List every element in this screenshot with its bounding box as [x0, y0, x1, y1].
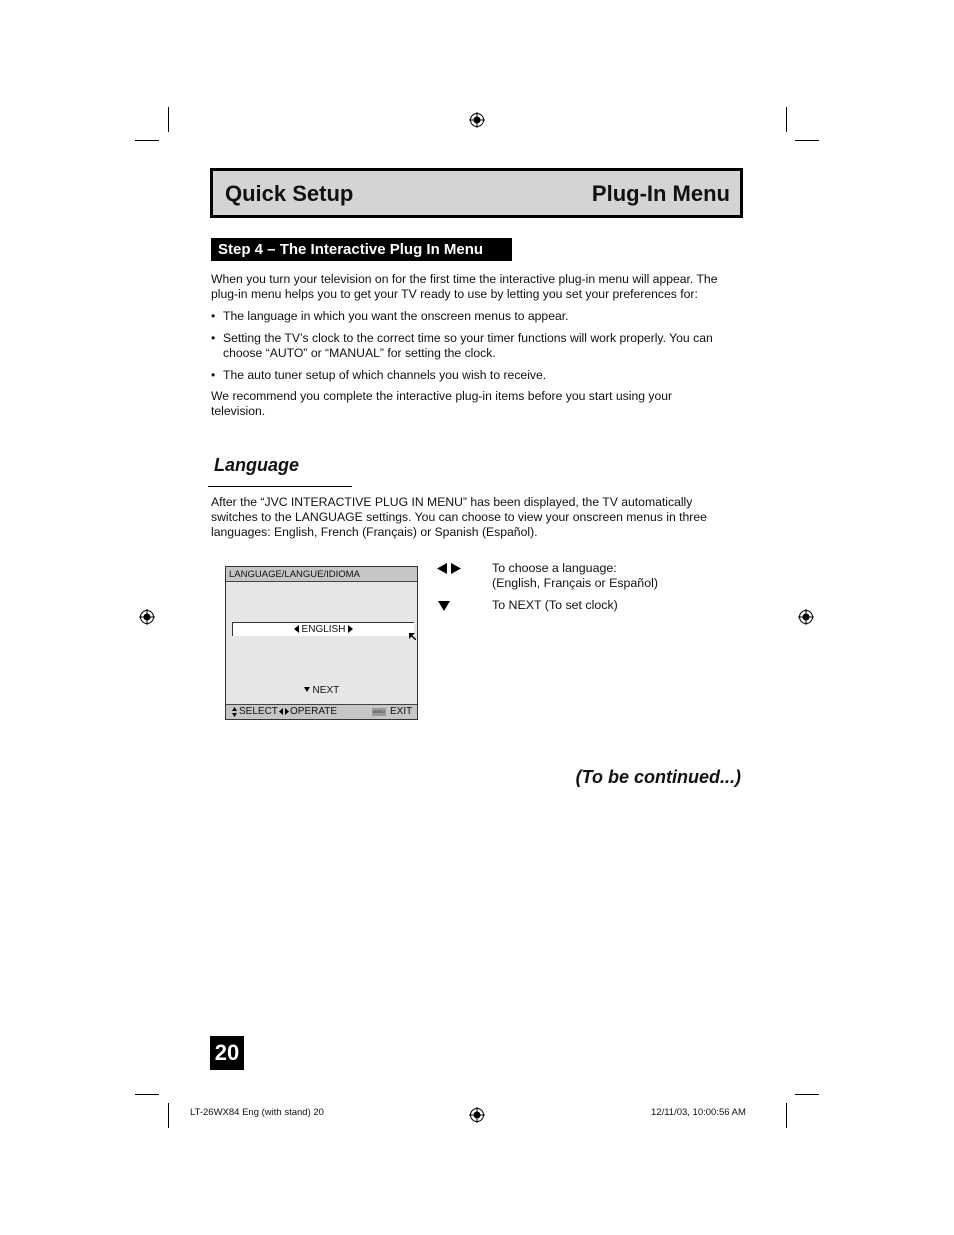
crop-mark: [786, 1103, 787, 1128]
crop-mark: [168, 107, 169, 132]
bullet-text: choose “AUTO” or “MANUAL” for setting the clock.: [223, 346, 496, 360]
crop-mark: [168, 1103, 169, 1128]
crop-mark: [135, 140, 159, 141]
left-right-arrows-icon: [437, 563, 462, 574]
continued-note: (To be continued...): [575, 767, 741, 787]
recommend-line-1: We recommend you complete the interactive plug-in items before you start using your: [211, 389, 673, 403]
osd-next-label: NEXT: [312, 685, 340, 696]
key-desc-line: (English, Français or Español): [492, 576, 658, 590]
osd-language-selector: [232, 622, 414, 636]
left-right-arrows-icon: [279, 708, 289, 715]
bullet-text: The language in which you want the onscreen menus to appear.: [223, 309, 569, 323]
print-footer-right: 12/11/03, 10:00:56 AM: [651, 1107, 746, 1118]
crop-mark: [135, 1094, 159, 1095]
section-heading-language: Language: [214, 455, 300, 475]
language-line-1: After the “JVC INTERACTIVE PLUG IN MENU” has been displayed, the TV automatically: [211, 495, 693, 509]
crop-mark: [795, 1094, 819, 1095]
key-desc-line: To choose a language:: [492, 561, 617, 575]
recommend-line-2: television.: [211, 404, 266, 418]
osd-selected-row: [233, 623, 414, 636]
bullet-mark: •: [211, 309, 216, 323]
right-arrow-icon: [348, 625, 353, 633]
left-arrow-icon: [294, 625, 299, 633]
osd-footer: [226, 704, 417, 719]
header-title-right: Plug-In Menu: [591, 181, 730, 206]
bullet-mark: •: [211, 368, 216, 382]
registration-mark-icon: [798, 609, 814, 625]
osd-next-hint: [226, 685, 417, 696]
cursor-icon: [409, 633, 416, 640]
crop-mark: [795, 140, 819, 141]
section-divider: [208, 486, 352, 487]
osd-language-screen: [225, 566, 418, 720]
intro-line-1: When you turn your television on for the first time the interactive plug-in menu will appear. The: [211, 272, 718, 286]
down-arrow-icon: [304, 687, 310, 692]
page-header: [210, 168, 743, 218]
language-line-2: switches to the LANGUAGE settings. You can choose to view your onscreen menus in three: [211, 510, 707, 524]
osd-title: LANGUAGE/LANGUE/IDIOMA: [226, 567, 417, 582]
osd-footer-exit: EXIT: [390, 706, 413, 717]
header-title-left: Quick Setup: [225, 181, 354, 206]
osd-selected-language: ENGLISH: [301, 624, 346, 635]
key-desc-line: To NEXT (To set clock): [492, 598, 618, 612]
step-heading: Step 4 – The Interactive Plug In Menu: [211, 238, 512, 261]
registration-mark-icon: [139, 609, 155, 625]
registration-mark-icon: [469, 1107, 485, 1123]
up-down-arrows-icon: [232, 707, 237, 717]
bullet-text: The auto tuner setup of which channels you wish to receive.: [223, 368, 547, 382]
crop-mark: [786, 107, 787, 132]
intro-line-2: plug-in menu helps you to get your TV ready to use by letting you set your preferences for:: [211, 287, 698, 301]
page-number: 20: [210, 1036, 244, 1070]
language-line-3: languages: English, French (Français) or Spanish (Español).: [211, 525, 538, 539]
print-footer-left: LT-26WX84 Eng (with stand) 20: [190, 1107, 324, 1118]
osd-footer-select: SELECT: [239, 706, 278, 717]
bullet-mark: •: [211, 331, 216, 345]
down-arrow-icon: [438, 601, 450, 611]
menu-key-icon: MENU: [373, 709, 385, 714]
osd-footer-operate: OPERATE: [290, 706, 338, 717]
bullet-text: Setting the TV’s clock to the correct time so your timer functions will work properly. You can: [223, 331, 713, 345]
registration-mark-icon: [469, 112, 485, 128]
